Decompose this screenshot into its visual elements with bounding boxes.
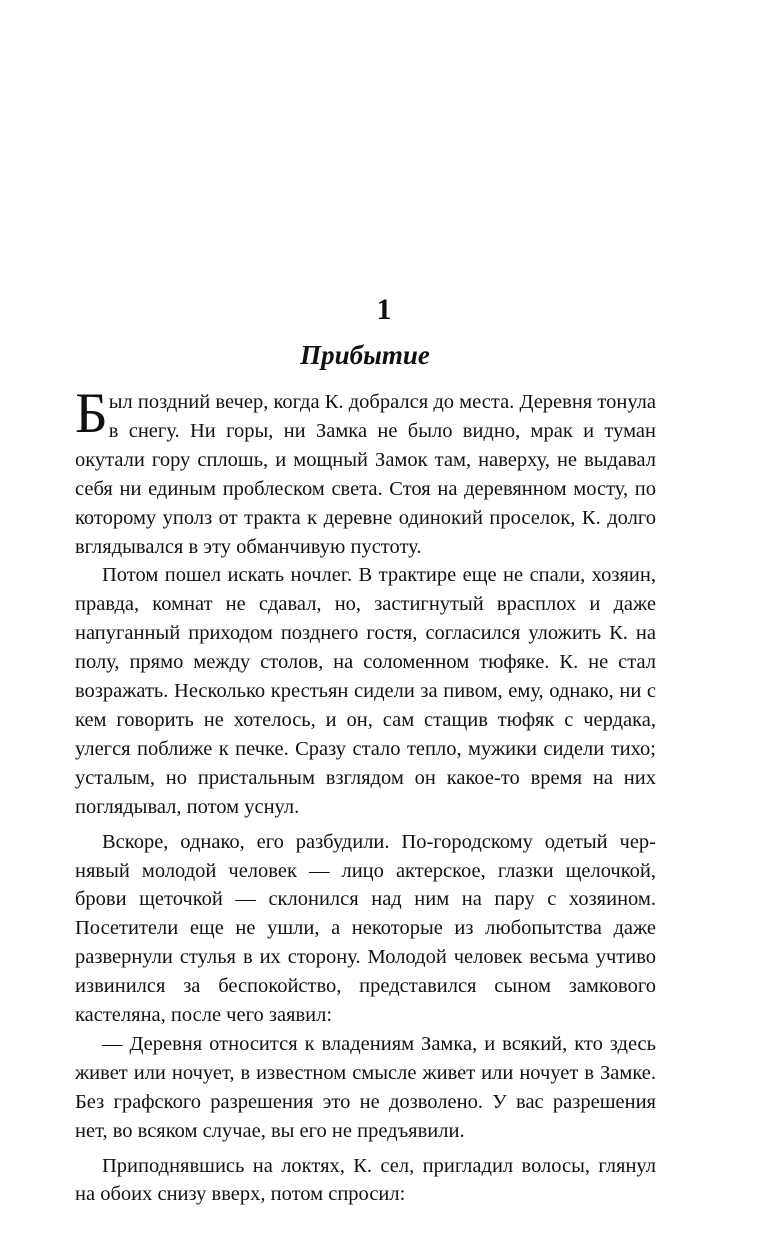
paragraph-5: Приподнявшись на локтях, К. сел, пригладил волосы, глянул на обоих снизу вверх, потом спросил: bbox=[75, 1154, 656, 1206]
chapter-number: 1 bbox=[376, 293, 392, 326]
chapter-title: Прибытие bbox=[300, 340, 430, 370]
paragraph-4: — Деревня относится к владениям Замка, и всякий, кто здесь живет или ночует, в известном смысле живет или ночует в Замке. Без графского разрешения это не дозволено. У вас разрешения нет, во всяком случае, вы его не предъявили. bbox=[75, 1032, 656, 1142]
drop-cap-letter: Б bbox=[75, 382, 108, 445]
paragraph-text: ыл поздний вечер, когда К. добрался до места. Деревня тонула в снегу. Ни горы, ни Замка не было видно, мрак и туман окутали гору сплошь, и мощный Замок там, наверху, не выдавал себя ни единым проблеском света. Стоя на деревянном мосту, по которому уполз от тракта к деревне одинокий проселок, К. долго вглядывался в эту обманчивую пустоту. bbox=[75, 391, 656, 558]
chapter-text bbox=[75, 382, 656, 1209]
paragraph-1 bbox=[75, 382, 656, 561]
paragraph-2: Потом пошел искать ночлег. В трактире еще не спали, хозяин, правда, комнат не сдавал, но, застигнутый врасплох и даже напуганный приходом позднего гостя, согласился уложить К. на полу, прямо между столов, на соломенном тюфяке. К. не стал возражать. Несколько крестьян сидели за пивом, ему, однако, ни с кем говорить не хотелось, и он, сам стащив тюфяк с чердака, улегся поближе к печке. Сразу стало тепло, мужики сидели тихо; усталым, но пристальным взглядом он какое-то время на них поглядывал, потом уснул. bbox=[75, 564, 656, 818]
paragraph-3: Вскоре, однако, его разбудили. По-городскому одетый чернявый молодой человек — лицо актерское, глазки щелочкой, брови щеточкой — склонился над ним на пару с хозяином. Посетители еще не ушли, а некоторые из любопытства даже развернули стулья в их сторону. Молодой человек весьма учтиво извинился за беспокойство, представился сыном замкового кастеляна, после чего заявил: bbox=[75, 830, 656, 1027]
